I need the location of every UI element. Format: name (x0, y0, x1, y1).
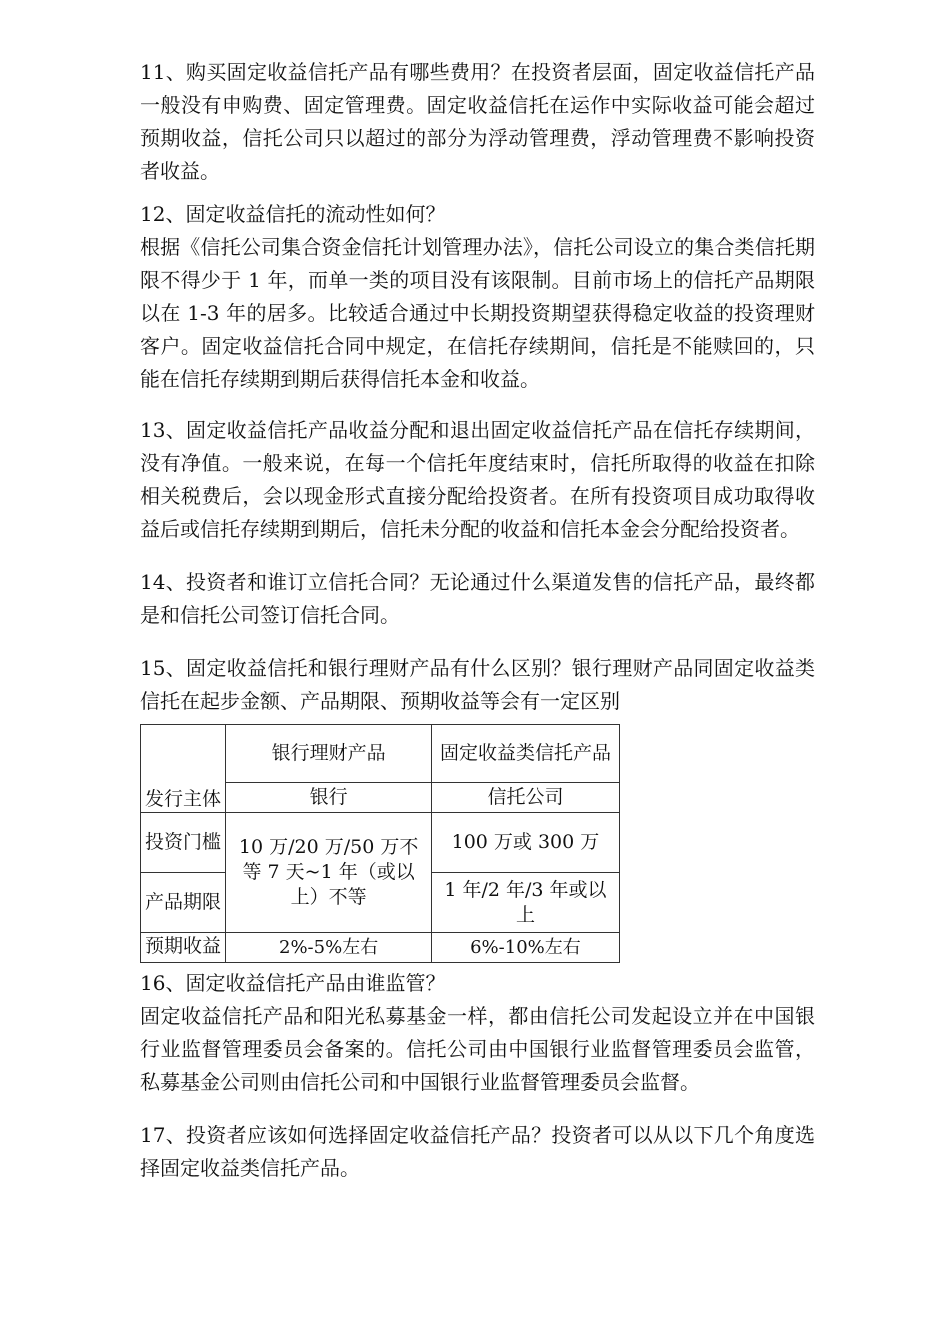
table-header-bank: 银行理财产品 (226, 725, 432, 783)
paragraph-q16: 固定收益信托产品和阳光私募基金一样，都由信托公司发起设立并在中国银行业监督管理委员会备案的。信托公司由中国银行业监督管理委员会监管，私募基金公司则由信托公司和中国银行业监督管理委员会监督。 (140, 1004, 815, 1094)
table-header-trust: 固定收益类信托产品 (431, 725, 619, 783)
paragraph-q13: 13、固定收益信托产品收益分配和退出固定收益信托产品在信托存续期间，没有净值。一般来说，在每一个信托年度结束时，信托所取得的收益在扣除相关税费后，会以现金形式直接分配给投资者。在所有投资项目成功取得收益后或信托存续期到期后，信托未分配的收益和信托本金会分配给投资者。 (140, 418, 815, 541)
paragraph-q14: 14、投资者和谁订立信托合同？无论通过什么渠道发售的信托产品，最终都是和信托公司签订信托合同。 (140, 570, 815, 627)
table-cell-trust-yield: 6%-10%左右 (431, 933, 619, 963)
paragraph-q12: 根据《信托公司集合资金信托计划管理办法》，信托公司设立的集合类信托期限不得少于 1 年，而单一类的项目没有该限制。目前市场上的信托产品期限以在 1-3 年的居多。比较适合通过中长期投资期望获得稳定收益的投资理财客户。固定收益信托合同中规定，在信托存续期间，信托是不能赎回的，只能在信托存续期到期后获得信托本金和收益。 (140, 235, 815, 391)
table-cell-threshold-label: 投资门槛 (141, 813, 226, 873)
table-cell-issuer-label: 发行主体 (141, 725, 226, 813)
table-cell-trust-threshold: 100 万或 300 万 (431, 813, 619, 873)
paragraph-q17: 17、投资者应该如何选择固定收益信托产品？投资者可以从以下几个角度选择固定收益类信托产品。 (140, 1123, 815, 1180)
table-cell-bank-issuer: 银行 (226, 783, 432, 813)
comparison-table (140, 724, 620, 963)
table-cell-trust-term: 1 年/2 年/3 年或以上 (431, 873, 619, 933)
document-page (140, 56, 815, 1185)
table-row (141, 725, 620, 783)
table-cell-bank-yield: 2%-5%左右 (226, 933, 432, 963)
table-row (141, 813, 620, 873)
table-cell-term-label: 产品期限 (141, 873, 226, 933)
paragraph-q15: 15、固定收益信托和银行理财产品有什么区别？银行理财产品同固定收益类信托在起步金额、产品期限、预期收益等会有一定区别 (140, 656, 815, 713)
table-cell-bank-threshold-term: 10 万/20 万/50 万不等 7 天~1 年（或以上）不等 (226, 813, 432, 933)
table-row (141, 933, 620, 963)
paragraph-q11: 11、购买固定收益信托产品有哪些费用？在投资者层面，固定收益信托产品一般没有申购费、固定管理费。固定收益信托在运作中实际收益可能会超过预期收益，信托公司只以超过的部分为浮动管理费，浮动管理费不影响投资者收益。 (140, 60, 815, 183)
table-cell-trust-issuer: 信托公司 (431, 783, 619, 813)
heading-q16: 16、固定收益信托产品由谁监管？ (140, 971, 446, 995)
table-cell-yield-label: 预期收益 (145, 934, 222, 957)
heading-q12: 12、固定收益信托的流动性如何？ (140, 202, 446, 226)
